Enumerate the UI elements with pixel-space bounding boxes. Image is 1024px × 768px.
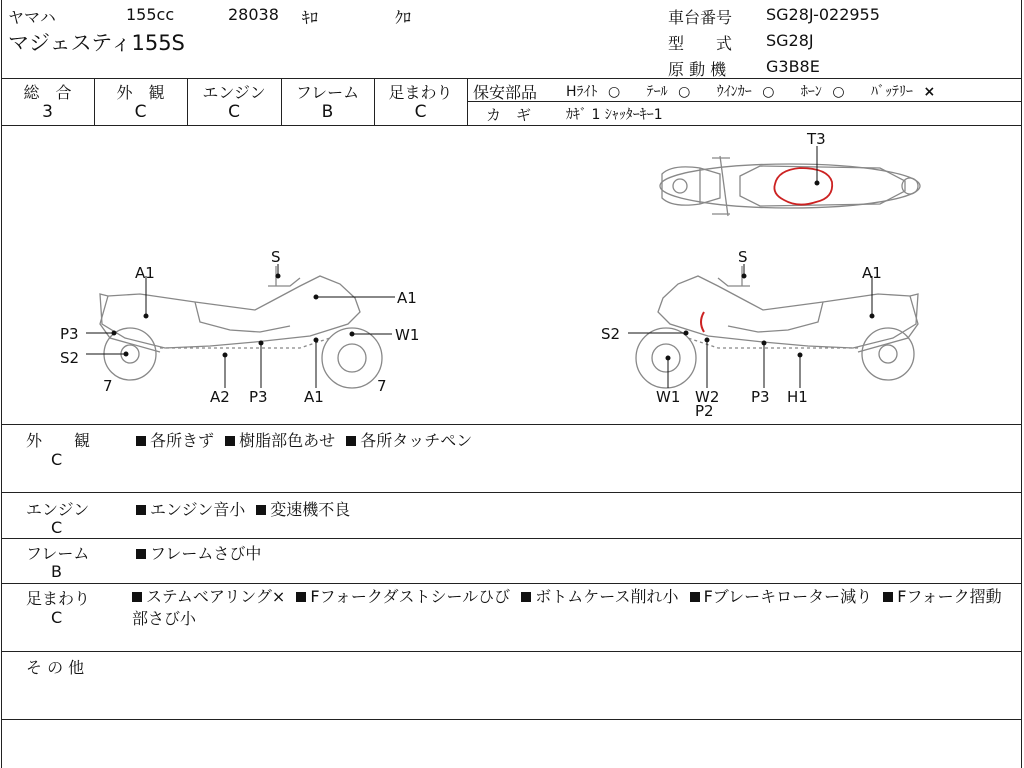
damage-mark-right xyxy=(701,312,704,332)
notes-divider-3 xyxy=(1,583,1022,584)
note-item: エンジン音小 xyxy=(150,500,246,519)
grade-frame-value: B xyxy=(321,102,334,122)
mileage-unit: ｷﾛ xyxy=(302,8,319,27)
note-item: Fフォークダストシールひび xyxy=(310,587,511,606)
notes-frame-grade: B xyxy=(51,562,62,581)
notes-divider-4 xyxy=(1,651,1022,652)
diagram-divider xyxy=(1,424,1022,425)
scooter-right-view xyxy=(636,266,918,388)
left-view-pointers xyxy=(86,264,395,388)
right-view-pointers xyxy=(628,264,874,388)
damage-mark-top xyxy=(774,168,832,205)
notes-frame-label: フレーム xyxy=(26,544,90,563)
engine-label: 原 動 機 xyxy=(668,60,727,79)
key-value: ｶｷﾞ 1 ｼｬｯﾀｰｷｰ1 xyxy=(566,107,663,123)
maker: ヤマハ xyxy=(8,8,56,27)
notes-suspension-grade: C xyxy=(51,608,63,627)
bullet-icon xyxy=(136,505,146,515)
notes-divider-1 xyxy=(1,492,1022,493)
right-label-h1: H1 xyxy=(787,388,808,406)
safety-mark-tail: ○ xyxy=(678,84,691,100)
type-label: 型 式 xyxy=(668,34,733,53)
left-label-w1: W1 xyxy=(395,326,420,344)
note-item: 各所きず xyxy=(150,431,215,450)
notes-other-label: そ の 他 xyxy=(26,658,85,677)
scooter-diagram xyxy=(0,126,1024,424)
notes-engine-label: エンジン xyxy=(26,500,90,519)
bullet-icon xyxy=(225,436,235,446)
notes-divider-2 xyxy=(1,538,1022,539)
note-item: ボトムケース削れ小 xyxy=(535,587,679,606)
notes-engine-items xyxy=(136,497,350,520)
note-item: フレームさび中 xyxy=(150,544,262,563)
safety-mark-hlight: ○ xyxy=(607,84,621,100)
frame-no: SG28J-022955 xyxy=(766,5,880,24)
note-item: 樹脂部色あせ xyxy=(239,431,336,450)
right-label-a1: A1 xyxy=(862,264,882,282)
left-label-p3-bottom: P3 xyxy=(249,388,268,406)
notes-suspension-items xyxy=(132,586,1012,630)
bullet-icon xyxy=(690,592,700,602)
left-label-seven-l: 7 xyxy=(103,377,113,395)
safety-item-battery: ﾊﾞｯﾃﾘｰ xyxy=(871,84,914,100)
notes-suspension-label: 足まわり xyxy=(26,589,91,608)
model-name: マジェスティ155S xyxy=(8,31,185,55)
bullet-icon xyxy=(883,592,893,602)
left-label-a2: A2 xyxy=(210,388,230,406)
notes-exterior-label: 外 観 xyxy=(26,431,91,450)
safety-items xyxy=(566,81,935,101)
grade-exterior-value: C xyxy=(134,102,147,122)
notes-frame-items xyxy=(136,541,261,564)
mileage: 28038 xyxy=(228,5,279,24)
scooter-top-view xyxy=(660,156,920,216)
right-label-s: S xyxy=(738,248,748,266)
bullet-icon xyxy=(132,592,142,602)
grade-suspension-value: C xyxy=(414,102,427,122)
right-label-w1: W1 xyxy=(656,388,681,406)
type-value: SG28J xyxy=(766,31,814,50)
grade-overall-value: 3 xyxy=(42,102,53,122)
label-t3: T3 xyxy=(807,130,826,148)
safety-item-horn: ﾎｰﾝ xyxy=(800,84,822,100)
left-label-a1-right: A1 xyxy=(397,289,417,307)
grade-frame-label: フレーム xyxy=(295,83,360,102)
note-item: Fフォーク摺動部さび小 xyxy=(132,587,1002,628)
grade-overall-label: 総 合 xyxy=(23,83,72,102)
bullet-icon xyxy=(136,436,146,446)
right-label-s2: S2 xyxy=(601,325,621,343)
safety-mark-horn: ○ xyxy=(832,84,845,100)
grade-engine-value: C xyxy=(228,102,240,122)
right-label-p2: P2 xyxy=(695,402,714,420)
right-label-p3: P3 xyxy=(751,388,770,406)
notes-exterior-items xyxy=(136,428,472,451)
scooter-left-view xyxy=(100,266,382,388)
note-item: ステムベアリング× xyxy=(146,587,286,606)
bullet-icon xyxy=(136,549,146,559)
safety-item-winker: ｳｲﾝｶｰ xyxy=(716,84,752,100)
left-label-seven-r: 7 xyxy=(377,377,387,395)
notes-exterior-grade: C xyxy=(51,450,63,469)
left-label-a1-bottom: A1 xyxy=(304,388,324,406)
bullet-icon xyxy=(346,436,356,446)
note-item: 各所タッチペン xyxy=(360,431,473,450)
left-label-a1-top: A1 xyxy=(135,264,155,282)
grade-suspension-label: 足まわり xyxy=(388,83,453,102)
left-label-s: S xyxy=(271,248,281,266)
safety-label: 保安部品 xyxy=(473,83,538,102)
frame-no-label: 車台番号 xyxy=(668,8,733,27)
bullet-icon xyxy=(256,505,266,515)
grade-engine-label: エンジン xyxy=(202,83,266,102)
engine-value: G3B8E xyxy=(766,57,820,76)
color: ｸﾛ xyxy=(395,8,412,27)
right-label-w2: W2 xyxy=(695,388,720,406)
left-label-s2: S2 xyxy=(60,349,80,367)
notes-engine-grade: C xyxy=(51,518,63,537)
notes-divider-5 xyxy=(1,719,1022,720)
safety-mark-battery: × xyxy=(923,84,936,100)
displacement: 155cc xyxy=(126,5,175,24)
bullet-icon xyxy=(521,592,531,602)
header-divider xyxy=(1,78,1022,79)
grade-exterior-label: 外 観 xyxy=(116,83,165,102)
note-item: Fブレーキローター減り xyxy=(703,587,873,606)
key-label: カ ギ xyxy=(486,106,532,124)
safety-item-tail: ﾃｰﾙ xyxy=(646,84,668,100)
note-item: 変速機不良 xyxy=(270,500,351,519)
safety-mark-winker: ○ xyxy=(762,84,775,100)
safety-item-hlight: Hﾗｲﾄ xyxy=(566,84,598,100)
bullet-icon xyxy=(296,592,306,602)
left-label-p3: P3 xyxy=(60,325,79,343)
grade-col-5 xyxy=(467,78,468,126)
safety-divider xyxy=(467,101,1022,102)
